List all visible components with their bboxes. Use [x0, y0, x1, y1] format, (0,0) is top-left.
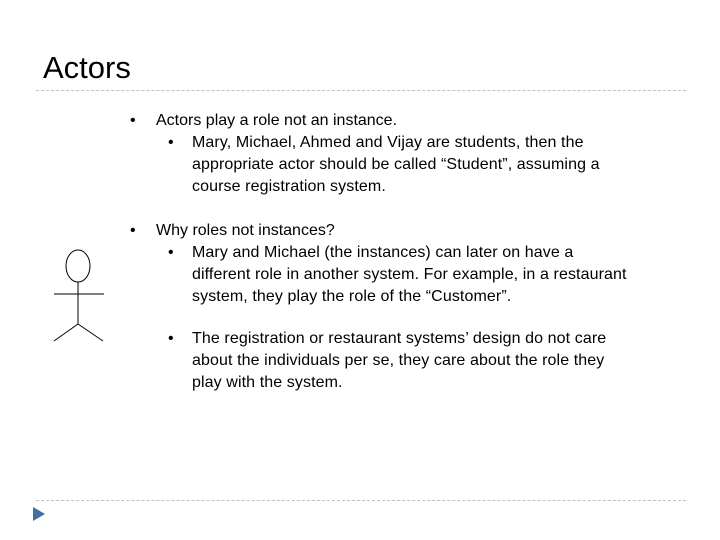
actor-head [66, 250, 90, 282]
actor-right-leg [78, 324, 103, 341]
sub-bullet-line: different role in another system. For example, in a restaurant [192, 266, 627, 283]
sub-bullet-line: The registration or restaurant systems’ design do not care [192, 330, 607, 347]
sub-bullet-design [128, 328, 688, 394]
sub-bullet-instances [128, 242, 688, 308]
sub-bullet-line: Mary and Michael (the instances) can later on have a [192, 244, 574, 261]
sub-bullet-dot: • [168, 134, 174, 151]
bullet-dot: • [130, 112, 136, 129]
sub-bullet-line: course registration system. [192, 178, 386, 195]
bullet-text: Why roles not instances? [156, 222, 335, 239]
sub-bullet-line: appropriate actor should be called “Student”, assuming a [192, 156, 600, 173]
play-arrow-icon[interactable] [33, 507, 45, 521]
actor-left-leg [54, 324, 78, 341]
footer-divider [36, 500, 686, 501]
bullet-text: Actors play a role not an instance. [156, 112, 398, 129]
bullet-dot: • [130, 222, 136, 239]
sub-bullet-students [128, 132, 688, 198]
bullet-why-roles [128, 220, 688, 242]
title-divider [36, 90, 686, 91]
slide-title: Actors [43, 50, 131, 85]
sub-bullet-line: Mary, Michael, Ahmed and Vijay are students, then the [192, 134, 584, 151]
sub-bullet-line: system, they play the role of the “Customer”. [192, 288, 512, 305]
bullet-actors-role [128, 110, 688, 132]
sub-bullet-dot: • [168, 330, 174, 347]
stick-figure-icon [52, 248, 108, 348]
sub-bullet-dot: • [168, 244, 174, 261]
sub-bullet-line: play with the system. [192, 374, 343, 391]
sub-bullet-line: about the individuals per se, they care about the role they [192, 352, 605, 369]
slide-body [128, 110, 688, 394]
